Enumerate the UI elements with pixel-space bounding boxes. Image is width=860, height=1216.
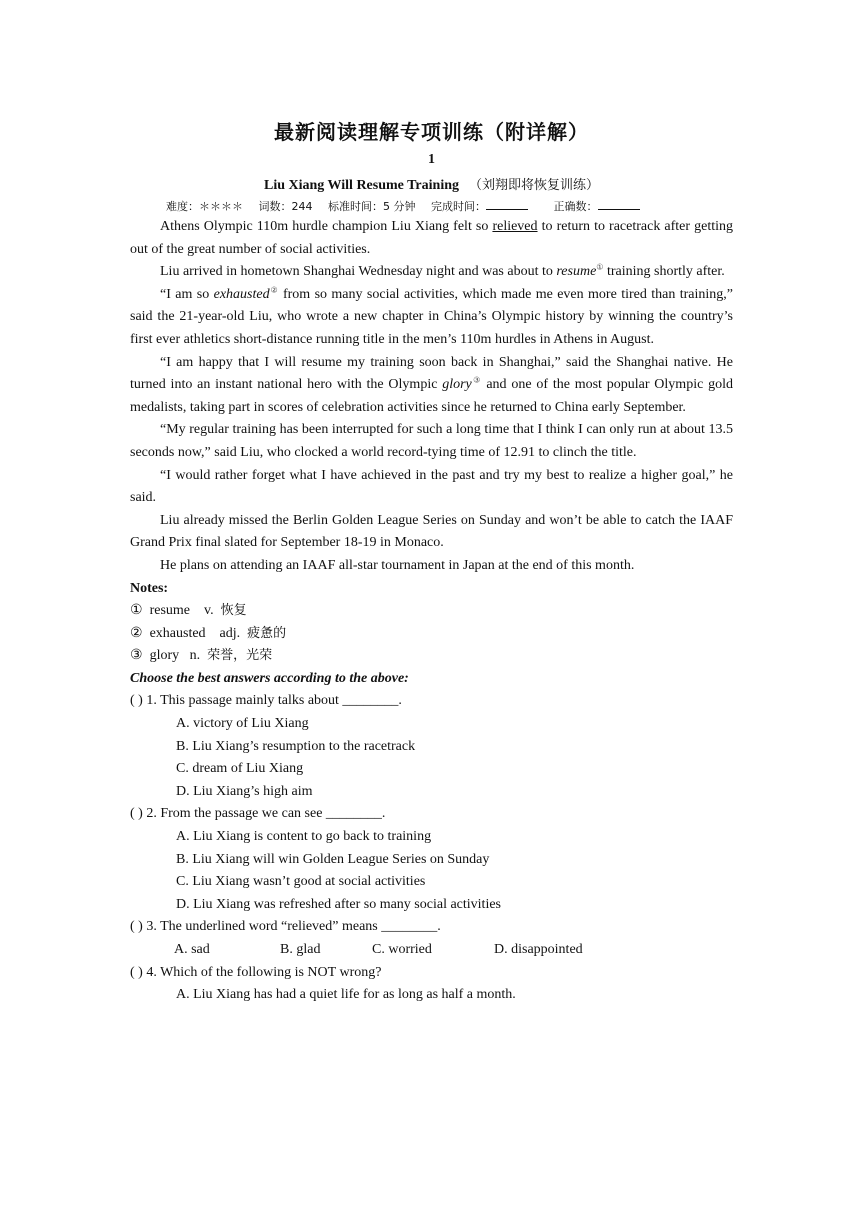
answer-option: C. worried — [372, 942, 432, 957]
question-stem: ( ) 2. From the passage we can see ________. — [130, 806, 386, 822]
note-item: ① resume v. 恢复 — [130, 603, 247, 619]
exercise-meta — [166, 198, 736, 214]
annotated-word: exhausted — [213, 286, 270, 302]
passage-title-en: Liu Xiang Will Resume Training — [263, 178, 459, 193]
answer-options-row — [130, 939, 733, 962]
standard-time-label: 标准时间：5 分钟 — [328, 200, 416, 213]
annotated-word: resume — [556, 264, 597, 280]
note-mark: ③ — [471, 375, 482, 385]
underlined-word: relieved — [492, 219, 538, 234]
answer-option: A. victory of Liu Xiang — [176, 716, 309, 732]
passage-body — [130, 216, 733, 1007]
passage-number: 1 — [428, 152, 435, 167]
paragraph: Liu already missed the Berlin Golden League Series on Sunday and won’t be able to catch the IAAF Grand Prix final slated for September 18-19 in Monaco. — [130, 512, 733, 551]
note-mark: ① — [596, 262, 604, 272]
question-stem: ( ) 1. This passage mainly talks about ________. — [130, 693, 402, 709]
paragraph: “I would rather forget what I have achieved in the past and try my best to realize a higher goal,” he said. — [130, 467, 733, 506]
note-item: ③ glory n. 荣誉，光荣 — [130, 648, 273, 664]
annotated-word: glory — [442, 377, 472, 393]
paragraph: “I am happy that I will resume my training soon back in Shanghai,” said the Shanghai native. He turned into an instant national hero with the Olympic glory③ and one of the most popular Olympic gold medalists, taking part in scores of celebration activities since he returned to China early September. — [130, 354, 733, 415]
answer-option: D. Liu Xiang was refreshed after so many social activities — [176, 896, 502, 912]
question-stem: ( ) 4. Which of the following is NOT wrong? — [130, 964, 382, 980]
answer-option: D. disappointed — [494, 942, 583, 957]
answer-option: B. glad — [280, 942, 321, 957]
answer-option: C. dream of Liu Xiang — [176, 761, 304, 777]
correct-count-label: 正确数： — [553, 200, 598, 213]
question-stem: ( ) 3. The underlined word “relieved” means ________. — [130, 919, 441, 935]
instructions: Choose the best answers according to the above: — [130, 670, 409, 686]
word-count-label: 词数：244 — [258, 200, 313, 213]
correct-count-blank[interactable] — [598, 199, 640, 210]
paragraph: Athens Olympic 110m hurdle champion Liu Xiang felt so relieved to return to racetrack after getting out of the great number of social activities. — [130, 219, 733, 257]
answer-option: A. Liu Xiang has had a quiet life for as long as half a month. — [176, 987, 516, 1003]
paragraph: “I am so exhausted② from so many social activities, which made me even more tired than training,” said the 21-year-old Liu, who wrote a new chapter in China’s Olympic history by winning the country’s first ever athletics short-distance running title in the men’s 110m hurdles in Athens in August. — [130, 285, 734, 347]
paragraph: He plans on attending an IAAF all-star tournament in Japan at the end of this month. — [160, 557, 635, 573]
paragraph: Liu arrived in hometown Shanghai Wednesday night and was about to resume① training shortly after. — [160, 262, 725, 280]
paragraph: “My regular training has been interrupted for such a long time that I think I can only run at about 13.5 seconds now,” said Liu, who clocked a world record-tying time of 12.91 to clinch the title. — [130, 422, 733, 460]
difficulty-label: 难度：＊＊＊＊ — [166, 200, 243, 213]
notes-heading: Notes: — [130, 580, 169, 596]
answer-option: D. Liu Xiang’s high aim — [176, 783, 313, 799]
note-item: ② exhausted adj. 疲惫的 — [130, 625, 287, 641]
answer-option: C. Liu Xiang wasn’t good at social activities — [176, 874, 426, 890]
answer-option: A. Liu Xiang is content to go back to training — [176, 829, 432, 845]
note-mark: ② — [269, 285, 279, 295]
passage-title — [130, 174, 733, 194]
answer-option: B. Liu Xiang’s resumption to the racetrack — [176, 738, 416, 754]
answer-option: B. Liu Xiang will win Golden League Series on Sunday — [176, 851, 490, 867]
finish-time-label: 完成时间： — [431, 200, 486, 213]
passage-title-cn: （刘翔即将恢复训练） — [469, 178, 600, 193]
answer-option: A. sad — [174, 942, 210, 957]
page-title: 最新阅读理解专项训练（附详解） — [274, 120, 589, 144]
finish-time-blank[interactable] — [486, 199, 528, 210]
